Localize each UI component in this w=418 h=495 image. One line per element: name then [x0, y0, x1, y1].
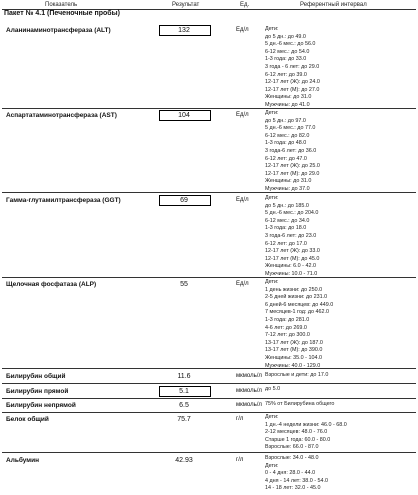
- reference-protein-total: Дети: 1 дн.-4 недели жизни: 46.0 - 68.0 2-12 месяцев: 48.0 - 76.0 Старше 1 года: 60.0 - 80.0 Взрослые: 66.0 - 87.0: [265, 414, 347, 451]
- reference-ggt: Дети: до 5 дн.: до 185.0 5 дн.-6 мес.: до 204.0 6-12 мес.: до 34.0 1-3 года: до 18.0 3 года-6 лет: до 23.0 6-12 лет: до 17.0 12-17 лет (Ж): до 33.0 12-17 лет (М): до 45.0 Женщины: 6.0 - 42.0 Мужчины: 10.0 - 71.0: [265, 195, 320, 277]
- reference-albumin: Взрослые: 34.0 - 48.0 Дети: 0 - 4 дня: 28.0 - 44.0 4 дня - 14 лет: 38.0 - 54.0 14 - 18 лет: 32.0 - 45.0: [265, 455, 329, 492]
- result-protein-total: 75.7: [177, 416, 191, 423]
- result-bilirubin-indirect: 6.5: [179, 402, 189, 409]
- reference-ast: Дети: до 5 дн.: до 97.0 5 дн.-6 мес.: до 77.0 6-12 мес.: до 82.0 1-3 года: до 48.0 3 года-6 лет: до 36.0 6-12 лет: до 47.0 12-17 лет (Ж): до 25.0 12-17 лет (М): до 29.0 Женщины: до 31.0 Мужчины: до 37.0: [265, 110, 320, 192]
- result-ast: 104: [178, 112, 190, 119]
- test-name-ast: Аспартатаминотрансфераза (AST): [6, 112, 117, 119]
- header-name: Показатель: [45, 2, 78, 8]
- header-result: Результат: [172, 2, 200, 8]
- unit-alt: Ед/л: [236, 27, 249, 33]
- unit-alp: Ед/л: [236, 281, 249, 287]
- reference-bilirubin-total: Взрослые и дети: до 17.0: [265, 372, 329, 378]
- reference-alp: Дети: 1 день жизни: до 250.0 2-5 дней жизни: до 231.0 6 дней-6 месяцев: до 449.0 7 месяцев-1 год: до 462.0 1-3 года: до 281.0 4-6 лет: до 269.0 7-12 лет: до 300.0 13-17 лет (Ж): до 187.0 13-17 лет (М): до 390.0 Женщины: 35.0 - 104.0 Мужчины: 40.0 - 129.0: [265, 279, 334, 369]
- test-name-bilirubin-indirect: Билирубин непрямой: [6, 402, 76, 409]
- row-divider: [2, 398, 416, 399]
- reference-bilirubin-indirect: 75% от Билирубина общего: [265, 401, 335, 407]
- row-divider: [2, 452, 416, 453]
- unit-ggt: Ед/л: [236, 197, 249, 203]
- row-divider: [2, 277, 416, 278]
- row-divider: [2, 368, 416, 369]
- test-name-ggt: Гамма-глутамилтрансфераза (GGT): [6, 197, 121, 204]
- row-divider: [2, 192, 416, 193]
- result-albumin: 42.93: [175, 457, 193, 464]
- test-name-alp: Щелочная фосфатаза (ALP): [6, 281, 97, 288]
- result-ggt: 69: [180, 197, 188, 204]
- row-divider: [2, 412, 416, 413]
- result-alt: 132: [178, 27, 190, 34]
- result-alp: 55: [180, 281, 188, 288]
- unit-ast: Ед/л: [236, 112, 249, 118]
- unit-bilirubin-total: мкмоль/л: [236, 373, 262, 379]
- test-name-bilirubin-direct: Билирубин прямой: [6, 388, 69, 395]
- test-name-protein-total: Белок общий: [6, 416, 49, 423]
- row-divider: [2, 108, 416, 109]
- packet-title: Пакет № 4.1 (Печеночные пробы): [4, 10, 120, 17]
- result-bilirubin-total: 11.6: [177, 373, 191, 380]
- header-unit: Ед.: [240, 2, 250, 8]
- unit-albumin: г/л: [236, 457, 244, 463]
- test-name-bilirubin-total: Билирубин общий: [6, 373, 66, 380]
- header-reference: Референтный интервал: [300, 2, 367, 8]
- reference-alt: Дети: до 5 дн.: до 49.0 5 дн.-6 мес.: до 56.0 6-12 мес.: до 54.0 1-3 года: до 33.0 3 года - 6 лет: до 29.0 6-12 лет: до 39.0 12-17 лет (Ж): до 24.0 12-17 лет (М): до 27.0 Женщины: до 31.0 Мужчины: до 41.0: [265, 26, 320, 108]
- unit-bilirubin-indirect: мкмоль/л: [236, 402, 262, 408]
- reference-bilirubin-direct: до 5.0: [265, 386, 281, 392]
- test-name-alt: Аланинаминотрансфераза (ALT): [6, 27, 111, 34]
- test-name-albumin: Альбумин: [6, 457, 40, 464]
- unit-bilirubin-direct: мкмоль/л: [236, 388, 262, 394]
- unit-protein-total: г/л: [236, 416, 244, 422]
- result-bilirubin-direct: 5.1: [179, 388, 189, 395]
- row-divider: [2, 383, 416, 384]
